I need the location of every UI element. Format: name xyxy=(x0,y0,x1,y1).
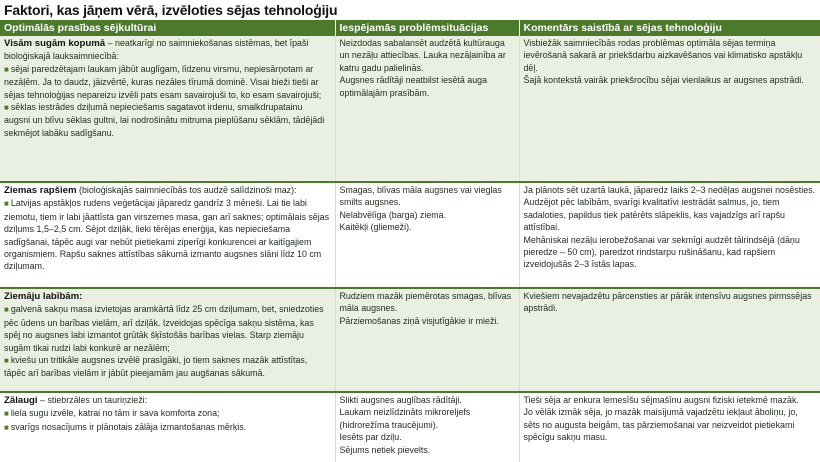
requirement-bullet: ■ liela sugu izvēle, katrai no tām ir sava komforta zona; xyxy=(4,408,220,419)
table-header-row xyxy=(0,20,820,36)
square-bullet-icon: ■ xyxy=(4,103,9,113)
comments-cell xyxy=(519,288,820,392)
cell-paragraph: Ja plānots sēt uzartā laukā, jāparedz laiks 2–3 nedēļas augsnei nosēsties. Audzējot pēc labībām, svarīgi kvalitatīvi iestrādāt salmus, jo, tiem sadaloties, papildus tiek patērēts slāpeklis, kas vajadzīgs arī rapšu attīstībai. xyxy=(523,185,816,233)
cell-paragraph: Jo vēlāk izmāk sēja, jo mazāk maisījumā vajadzētu iekļaut āboliņu, jo, sēts no augusta beigām, tas pārziemošanai var neizveidot pietiekami spēcīgu sakņu masu. xyxy=(523,407,798,443)
cell-paragraph: Neizdodas sabalansēt audzētā kultūrauga un nezāļu attiecības. Lauka nezāļainība ar katru gadu palielinās. xyxy=(339,38,506,73)
column-header-problems: Iespējamās problēmsituācijas xyxy=(335,20,519,36)
cell-paragraph: Pārziemošanas ziņā visjutīgākie ir mieži. xyxy=(339,315,499,326)
square-bullet-icon: ■ xyxy=(4,64,9,74)
square-bullet-icon: ■ xyxy=(4,356,9,366)
requirements-cell xyxy=(0,392,335,462)
row-intro: – stiebrzāles un tauriņzieži: xyxy=(37,395,148,405)
cell-paragraph: Šajā kontekstā vairāk priekšrocību sējai vienlaikus ar augsnes apstrādi. xyxy=(523,75,804,86)
requirement-bullet: ■ galvenā sakņu masa izvietojas aramkārtā līdz 25 cm dziļumam, bet, sniedzoties pēc ūdens un barības vielām, arī dziļāk. Izveidojas spēcīga sakņu sistēma, kas spēj no augsnes labi izmantot grūtāk šķīstošās barības vielas. Starp ziemāju sugām tikai rudzi labi konkurē ar nezālēm; xyxy=(4,304,324,353)
problems-cell xyxy=(335,182,519,288)
table-row xyxy=(0,182,820,288)
column-header-requirements: Optimālās prasības sējkultūrai xyxy=(0,20,335,36)
square-bullet-icon: ■ xyxy=(4,409,9,419)
cell-paragraph: Rudziem mazāk piemērotas smagas, blīvas māla augsnes. xyxy=(339,291,512,314)
column-header-comments: Komentārs saistībā ar sējas tehnoloģiju xyxy=(519,20,820,36)
comments-cell xyxy=(519,36,820,182)
cell-paragraph: Kviešiem nevajadzētu pārcensties ar pārāk intensīvu augsnes pirmssējas apstrādi. xyxy=(523,291,812,314)
table-row xyxy=(0,288,820,392)
cell-paragraph: Nelabvēlīga (barga) ziema. xyxy=(339,209,447,220)
row-intro: (bioloģiskajās saimniecībās tos audzē salīdzinoši maz): xyxy=(76,185,297,195)
cell-paragraph: Slikti augsnes auglības rādītāji. xyxy=(339,395,462,405)
row-intro: – neatkarīgi no saimniekošanas sistēmas, bet īpaši bioloģiskajā lauksaimniecībā: xyxy=(4,38,309,62)
table-row xyxy=(0,36,820,182)
problems-cell xyxy=(335,392,519,462)
requirements-cell xyxy=(0,182,335,288)
requirement-bullet: ■ sējai paredzētajam laukam jābūt auglīgam, līdzenu virsmu, nepiesārņotam ar nezāļēm. Ja to daudz, jāizvērtē, kuras nezāles tīrumā dominē. Visai bieži tieši ar sējas tehnoloģijas nepareizu izvēli pats esam savairojuši to, ko esam savairojuši; xyxy=(4,63,322,100)
requirement-bullet: ■ sēklas iestrādes dziļumā nepieciešams sagatavot irdenu, smalkdrupatainu augsni un blīvu sēklas gultni, lai nodrošinātu mitruma pieplūšanu sēklām, tādējādi sekmējot labāku sadīgšanu. xyxy=(4,102,325,138)
comments-cell xyxy=(519,392,820,462)
requirements-cell xyxy=(0,288,335,392)
cell-paragraph: Kaitēkļi (gliemeži). xyxy=(339,222,412,233)
row-heading: Ziemas rapšiem xyxy=(4,185,77,196)
cell-paragraph: Tieši sēja ar enkura lemesīšu sējmašīnu augsni fiziski ietekmē mazāk. xyxy=(523,395,799,405)
page-title: Faktori, kas jāņem vērā, izvēloties sējas tehnoloģiju xyxy=(4,2,338,18)
square-bullet-icon: ■ xyxy=(4,305,9,315)
row-heading: Zālaugi xyxy=(4,395,38,406)
table-row xyxy=(0,392,820,462)
row-heading: Visām sugām kopumā xyxy=(4,38,106,49)
cell-paragraph: Sējums netiek pievelts. xyxy=(339,444,431,455)
row-heading: Ziemāju labībām: xyxy=(4,291,83,302)
requirement-bullet: ■ Latvijas apstākļos rudens veģetācijai jāparedz gandrīz 3 mēneši. Lai tie labi ziemotu, tiem ir labi jāattīsta gan virszemes masa, gan arī saknes; optimālais sējas dziļums 1,5–2,5 cm. Sējot dziļāk, lieki tērējas enerģija, kas nepieciešama sadīgšanai, tāpēc augi var nebūt pietiekami ziperīgi konkurencei ar kaitīgajiem organismiem. Rapšu saknes attīstības sākumā izmanto augsnes slāni līdz 10 cm dziļumam. xyxy=(4,198,330,272)
cell-paragraph: Mehāniskai nezāļu ierobežošanai var sekmīgi audzēt tālrindsējā (dāņu pieredze – 50 cm), paredzot rindstarpu rušināšanu, kad rapšiem izveidojušās 2–3 īstās lapas. xyxy=(523,234,800,270)
comments-cell xyxy=(519,182,820,288)
square-bullet-icon: ■ xyxy=(4,422,9,432)
cell-paragraph: Augsnes rādītāji neatbilst iesētā auga optimālajām prasībām. xyxy=(339,75,488,98)
square-bullet-icon: ■ xyxy=(4,199,9,209)
cell-paragraph: Iesēts par dziļu. xyxy=(339,432,402,443)
cell-paragraph: Smagas, blīvas māla augsnes vai vieglas smilts augsnes. xyxy=(339,185,502,208)
requirements-cell xyxy=(0,36,335,182)
requirement-bullet: ■ svarīgs nosacījums ir plānotais zālāja izmantošanas mērķis. xyxy=(4,421,247,432)
problems-cell xyxy=(335,288,519,392)
requirement-bullet: ■ kviešu un tritikāle augsnes izvēlē prasīgāki, jo tiem saknes mazāk attīstītas, tāpēc arī barības vielām ir jābūt pieejamām jau augšanas sākumā. xyxy=(4,355,308,379)
cell-paragraph: Laukam neizlīdzināts mikroreljefs (hidrorežīma traucējumi). xyxy=(339,407,471,430)
factors-table xyxy=(0,20,820,462)
cell-paragraph: Visbiežāk saimniecībās rodas problēmas optimāla sējas termiņa ievērošanā sakarā ar priekšdarbu aizkavēšanos vai klimatisko apstākļu dēļ. xyxy=(523,38,803,73)
problems-cell xyxy=(335,36,519,182)
